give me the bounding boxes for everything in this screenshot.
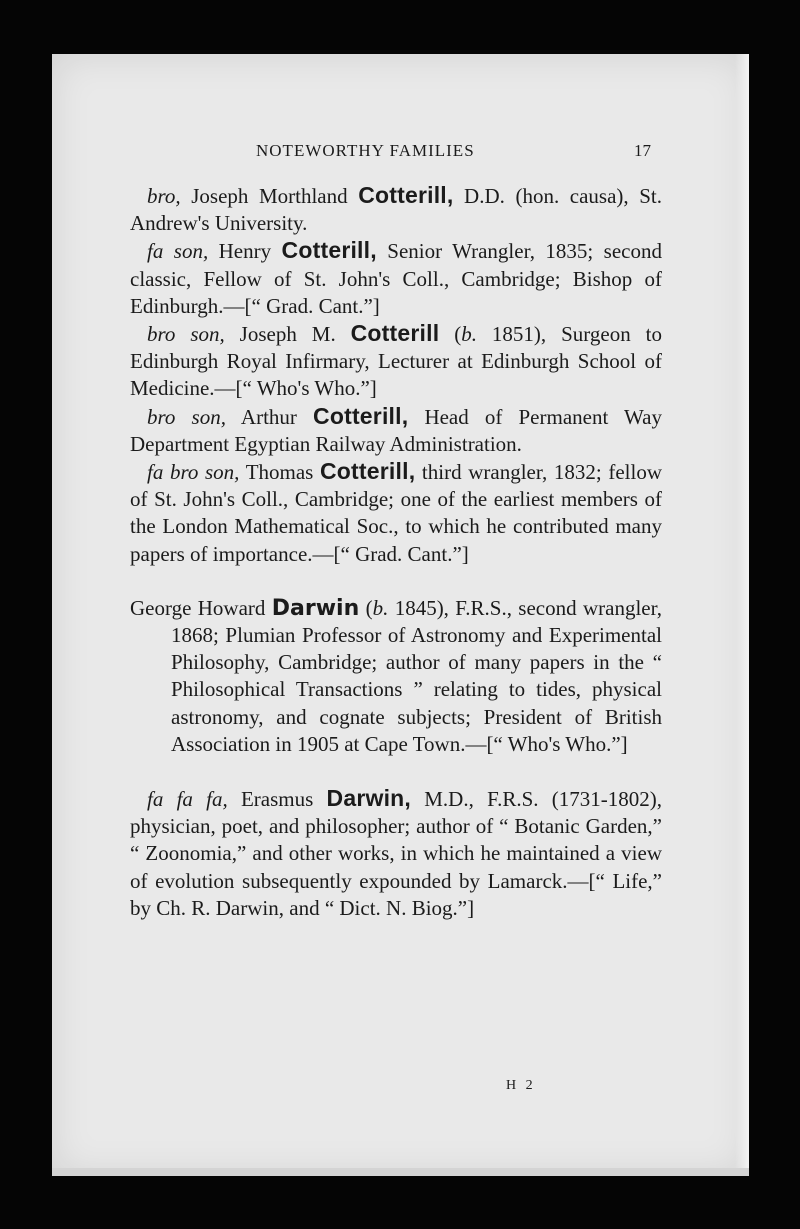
page-bottom-edge (52, 1168, 749, 1176)
text-run: George Howard (130, 595, 272, 620)
signature-mark: H 2 (506, 1078, 536, 1093)
entry-paragraph (130, 403, 662, 458)
text-run: 1845), F.R.S., second wrangler, 1868; Plumian Professor of Astronomy and Experimental Philosophy, Cambridge; author of many papers in the “ Philosophical Transactions ” relating to tides, physical astronomy, and cognate subjects; President of British Association in 1905 at Cape Town.—[“ Who's Who.”] (171, 595, 662, 756)
main-entry-paragraph (130, 595, 662, 758)
surname: Cotterill, (358, 182, 454, 208)
surname: Cotterill, (281, 237, 377, 264)
relation-label: bro son, (147, 322, 225, 347)
entry-paragraph (130, 182, 662, 237)
relation-label: fa fa fa, (147, 787, 228, 812)
running-title: NOTEWORTHY FAMILIES (256, 141, 475, 160)
relation-label: bro son, (147, 404, 226, 429)
relation-label: bro, (147, 184, 181, 208)
page-edge-shadow (735, 54, 749, 1176)
text-run: Joseph M. (224, 322, 351, 347)
surname: Cotterill (350, 320, 440, 347)
entry-paragraph (130, 320, 662, 403)
text-run: D.D. (hon. causa), St. Andrew's University. (130, 184, 662, 236)
entry-paragraph (130, 458, 662, 568)
text-run: Senior Wrangler, 1835; second classic, Fellow of St. John's Coll., Cambridge; Bishop of Edinburgh.—[“ Grad. Cant.”] (130, 239, 662, 318)
surname: Darwin, (326, 785, 412, 812)
text-run: ( (359, 595, 373, 620)
text-run: Henry (208, 239, 282, 264)
surname: Cotterill, (320, 458, 416, 485)
book-page (52, 54, 749, 1176)
text-run: Thomas (239, 460, 320, 485)
surname: Cotterill, (313, 402, 409, 429)
born-abbrev: b. (461, 322, 477, 347)
born-abbrev: b. (372, 595, 389, 620)
text-run: Erasmus (227, 787, 327, 812)
text-run: Arthur (225, 404, 314, 429)
text-run: third wrangler, 1832; fellow of St. John's Coll., Cambridge; one of the earliest members of the London Mathematical Soc., to which he contributed many papers of importance.—[“ Grad. Cant.”] (130, 460, 663, 566)
text-run: Joseph Morthland (180, 184, 359, 208)
text-run: 1851), Surgeon to Edinburgh Royal Infirmary, Lecturer at Edinburgh School of Medicine.—[“ Who's Who.”] (130, 322, 662, 401)
page-number: 17 (634, 141, 651, 160)
entry-paragraph (130, 237, 662, 320)
relation-label: fa bro son, (147, 460, 240, 485)
page-body (130, 182, 662, 922)
text-run: Head of Permanent Way Department Egyptian Railway Administration. (130, 404, 662, 456)
text-run: ( (439, 322, 462, 347)
relation-label: fa son, (147, 239, 209, 264)
text-run: M.D., F.R.S. (1731-1802), physician, poet, and philosopher; author of “ Botanic Garden,” “ Zoonomia,” and other works, in which he maintained a view of evolution subsequently expounded by Lamarck.—[“ Life,” by Ch. R. Darwin, and “ Dict. N. Biog.”] (130, 787, 662, 920)
surname-heading: Darwin (271, 595, 360, 621)
entry-paragraph (130, 785, 662, 922)
